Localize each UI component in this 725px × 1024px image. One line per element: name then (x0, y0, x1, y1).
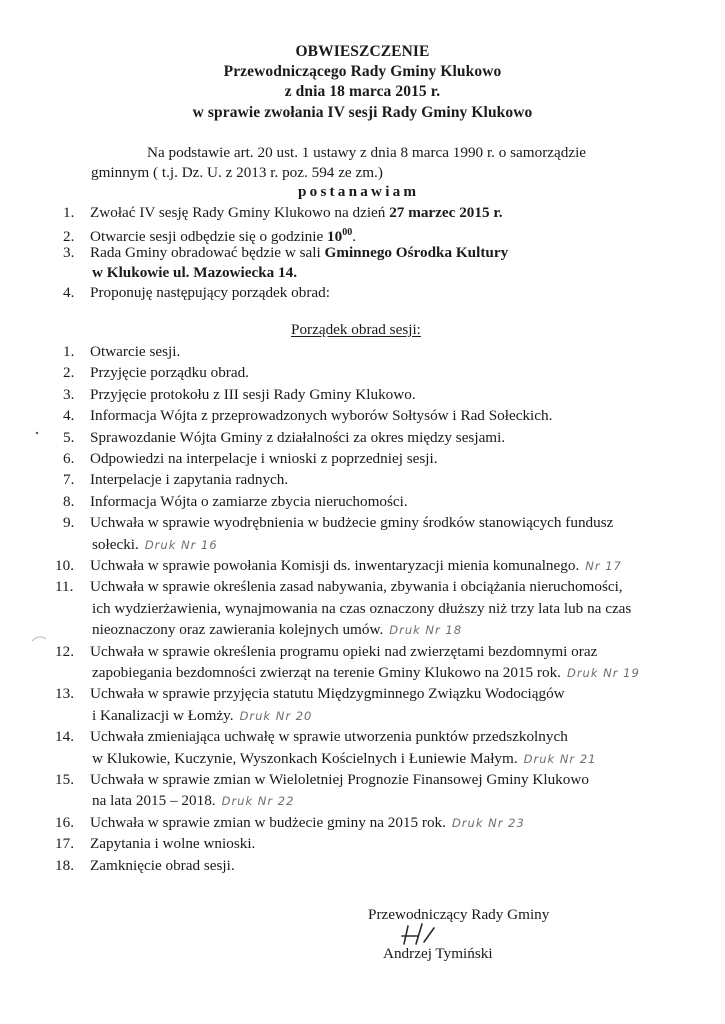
agenda-item-text: Sprawozdanie Wójta Gminy z działalności za okres między sesjami. (90, 428, 506, 446)
agenda-item-text: Uchwała w sprawie powołania Komisji ds. inwentaryzacji mienia komunalnego. (90, 557, 580, 574)
agenda-item-number: 11. (55, 578, 74, 596)
agenda-item-text: zapobiegania bezdomności zwierząt na terenie Gminy Klukowo na 2015 rok. (92, 664, 561, 681)
agenda-item-text: Interpelacje i zapytania radnych. (90, 471, 289, 489)
agenda-item (63, 363, 249, 382)
agenda-item-cont (92, 791, 294, 811)
agenda-item (55, 856, 235, 875)
agenda-item-number: 3. (63, 385, 75, 403)
agenda-item (63, 492, 408, 511)
decision-item-3 (63, 243, 508, 262)
signature-role: Przewodniczący Rady Gminy (368, 906, 550, 923)
issuer-line: Przewodniczącego Rady Gminy Klukowo (223, 63, 502, 80)
agenda-item-number: 8. (63, 492, 75, 510)
agenda-item-cont (92, 749, 596, 769)
agenda-item-text: w Klukowie, Kuczynie, Wyszonkach Kościelnych i Łuniewie Małym. (92, 749, 518, 767)
decision-text: Otwarcie sesji odbędzie się o godzinie (90, 228, 328, 246)
agenda-item-text: Przyjęcie porządku obrad. (90, 364, 249, 382)
decision-text: Proponuję następujący porządek obrad: (90, 284, 330, 301)
agenda-item-number: 7. (63, 471, 75, 489)
handwritten-print-note: Druk Nr 23 (451, 815, 525, 830)
handwritten-print-note: Druk Nr 21 (523, 751, 597, 766)
agenda-item-text: Informacja Wójta z przeprowadzonych wyborów Sołtysów i Rad Sołeckich. (90, 407, 553, 425)
agenda-item (55, 813, 525, 833)
decision-item-4 (63, 283, 330, 302)
agenda-item-text: Odpowiedzi na interpelacje i wnioski z poprzedniej sesji. (90, 450, 438, 467)
signature-name: Andrzej Tymiński (383, 945, 493, 962)
agenda-item-number: 2. (63, 364, 75, 382)
agenda-item-text: Zamknięcie obrad sesji. (90, 856, 235, 874)
margin-dot-mark (34, 422, 40, 440)
agenda-item (63, 428, 505, 447)
agenda-item-number: 16. (55, 813, 74, 831)
agenda-item-text: Uchwała w sprawie zmian w budżecie gminy na 2015 rok. (90, 813, 446, 831)
agenda-item-text: na lata 2015 – 2018. (92, 792, 216, 810)
decision-text: Rada Gminy obradować będzie w sali (90, 244, 325, 261)
handwritten-print-note: Druk Nr 20 (239, 708, 313, 723)
agenda-item-number: 17. (55, 835, 74, 853)
decision-hour: 10 (327, 228, 343, 246)
decision-number: 2. (63, 228, 75, 246)
handwritten-print-note: Druk Nr 22 (221, 794, 295, 809)
agenda-item-text: i Kanalizacji w Łomży. (92, 706, 234, 724)
agenda-item-number: 9. (63, 514, 75, 532)
agenda-item-number: 18. (55, 856, 74, 874)
agenda-item-number: 10. (55, 557, 74, 574)
legal-basis-line-2: gminnym ( t.j. Dz. U. z 2013 r. poz. 594 ze zm.) (91, 164, 383, 181)
decision-number: 4. (63, 284, 75, 301)
agenda-item-text: nieoznaczony oraz zawierania kolejnych umów. (92, 621, 384, 639)
agenda-item (55, 556, 622, 576)
agenda-item-cont (92, 535, 218, 555)
decision-address: w Klukowie ul. Mazowiecka 14. (92, 264, 298, 281)
date-line: z dnia 18 marca 2015 r. (284, 83, 441, 100)
agenda-item-cont (92, 706, 312, 726)
agenda-item-number: 5. (63, 428, 75, 446)
agenda-item-number: 12. (55, 642, 74, 660)
agenda-item-cont (92, 599, 631, 618)
agenda-item-text: Uchwała zmieniająca uchwałę w sprawie utworzenia punktów przedszkolnych (90, 728, 568, 746)
agenda-item-number: 1. (63, 343, 75, 360)
decision-date: 27 marzec 2015 r. (389, 204, 503, 221)
decision-number: 3. (63, 244, 75, 261)
agenda-item (55, 684, 565, 703)
agenda-item-number: 6. (63, 450, 75, 467)
agenda-item-cont (92, 620, 462, 640)
decision-item-3-cont (92, 263, 297, 282)
agenda-item (63, 513, 613, 532)
agenda-item-text: Przyjęcie protokołu z III sesji Rady Gminy Klukowo. (90, 385, 416, 403)
decision-item-1 (63, 203, 503, 222)
agenda-item-text: Uchwała w sprawie określenia programu opieki nad zwierzętami bezdomnymi oraz (90, 642, 598, 660)
agenda-item-text: Uchwała w sprawie przyjęcia statutu Międzygminnego Związku Wodociągów (90, 685, 565, 703)
agenda-item-text: Otwarcie sesji. (90, 343, 181, 360)
agenda-item-text: sołecki. (92, 535, 139, 553)
agenda-item-text: Informacja Wójta o zamiarze zbycia nieruchomości. (90, 492, 408, 510)
handwritten-print-note: Druk Nr 16 (144, 537, 218, 552)
agenda-item (55, 834, 255, 853)
decision-text: Zwołać IV sesję Rady Gminy Klukowo na dzień (90, 204, 390, 221)
agenda-item (63, 470, 288, 489)
agenda-item (55, 770, 589, 789)
agenda-item (55, 727, 568, 746)
agenda-item-text: Uchwała w sprawie zmian w Wieloletniej Prognozie Finansowej Gminy Klukowo (90, 771, 589, 788)
agenda-item-text: Uchwała w sprawie określenia zasad nabywania, zbywania i obciążania nieruchomości, (90, 578, 623, 596)
agenda-item-number: 13. (55, 685, 74, 703)
decision-word: postanawiam (298, 183, 420, 200)
subject-line: w sprawie zwołania IV sesji Rady Gminy Klukowo (192, 104, 533, 121)
agenda-item-text: ich wydzierżawienia, wynajmowania na czas oznaczony dłuższy niż trzy lata lub na czas (92, 599, 632, 617)
agenda-item-number: 4. (63, 407, 75, 425)
agenda-item (63, 449, 438, 468)
legal-basis-line-1: Na podstawie art. 20 ust. 1 ustawy z dnia 8 marca 1990 r. o samorządzie (147, 144, 587, 161)
agenda-item-text: Zapytania i wolne wnioski. (90, 835, 256, 853)
decision-minutes: 00 (342, 227, 353, 238)
decision-number: 1. (63, 204, 75, 221)
handwritten-print-note: Druk Nr 19 (566, 666, 640, 680)
agenda-item (55, 642, 597, 661)
agenda-item-cont (92, 663, 640, 683)
decision-venue: Gminnego Ośrodka Kultury (324, 244, 509, 261)
document-title: OBWIESZCZENIE (295, 43, 430, 60)
agenda-item (63, 342, 180, 361)
agenda-item-text: Uchwała w sprawie wyodrębnienia w budżecie gminy środków stanowiących fundusz (90, 514, 614, 532)
handwritten-print-note: Nr 17 (585, 559, 622, 573)
agenda-item (63, 406, 552, 425)
decision-tail: . (352, 228, 356, 246)
agenda-item-number: 14. (55, 728, 74, 746)
agenda-title: Porządek obrad sesji: (291, 321, 421, 338)
agenda-item-number: 15. (55, 771, 74, 788)
agenda-item (55, 577, 623, 596)
margin-fold-mark (30, 630, 48, 648)
handwritten-print-note: Druk Nr 18 (389, 623, 463, 638)
agenda-item (63, 385, 416, 404)
